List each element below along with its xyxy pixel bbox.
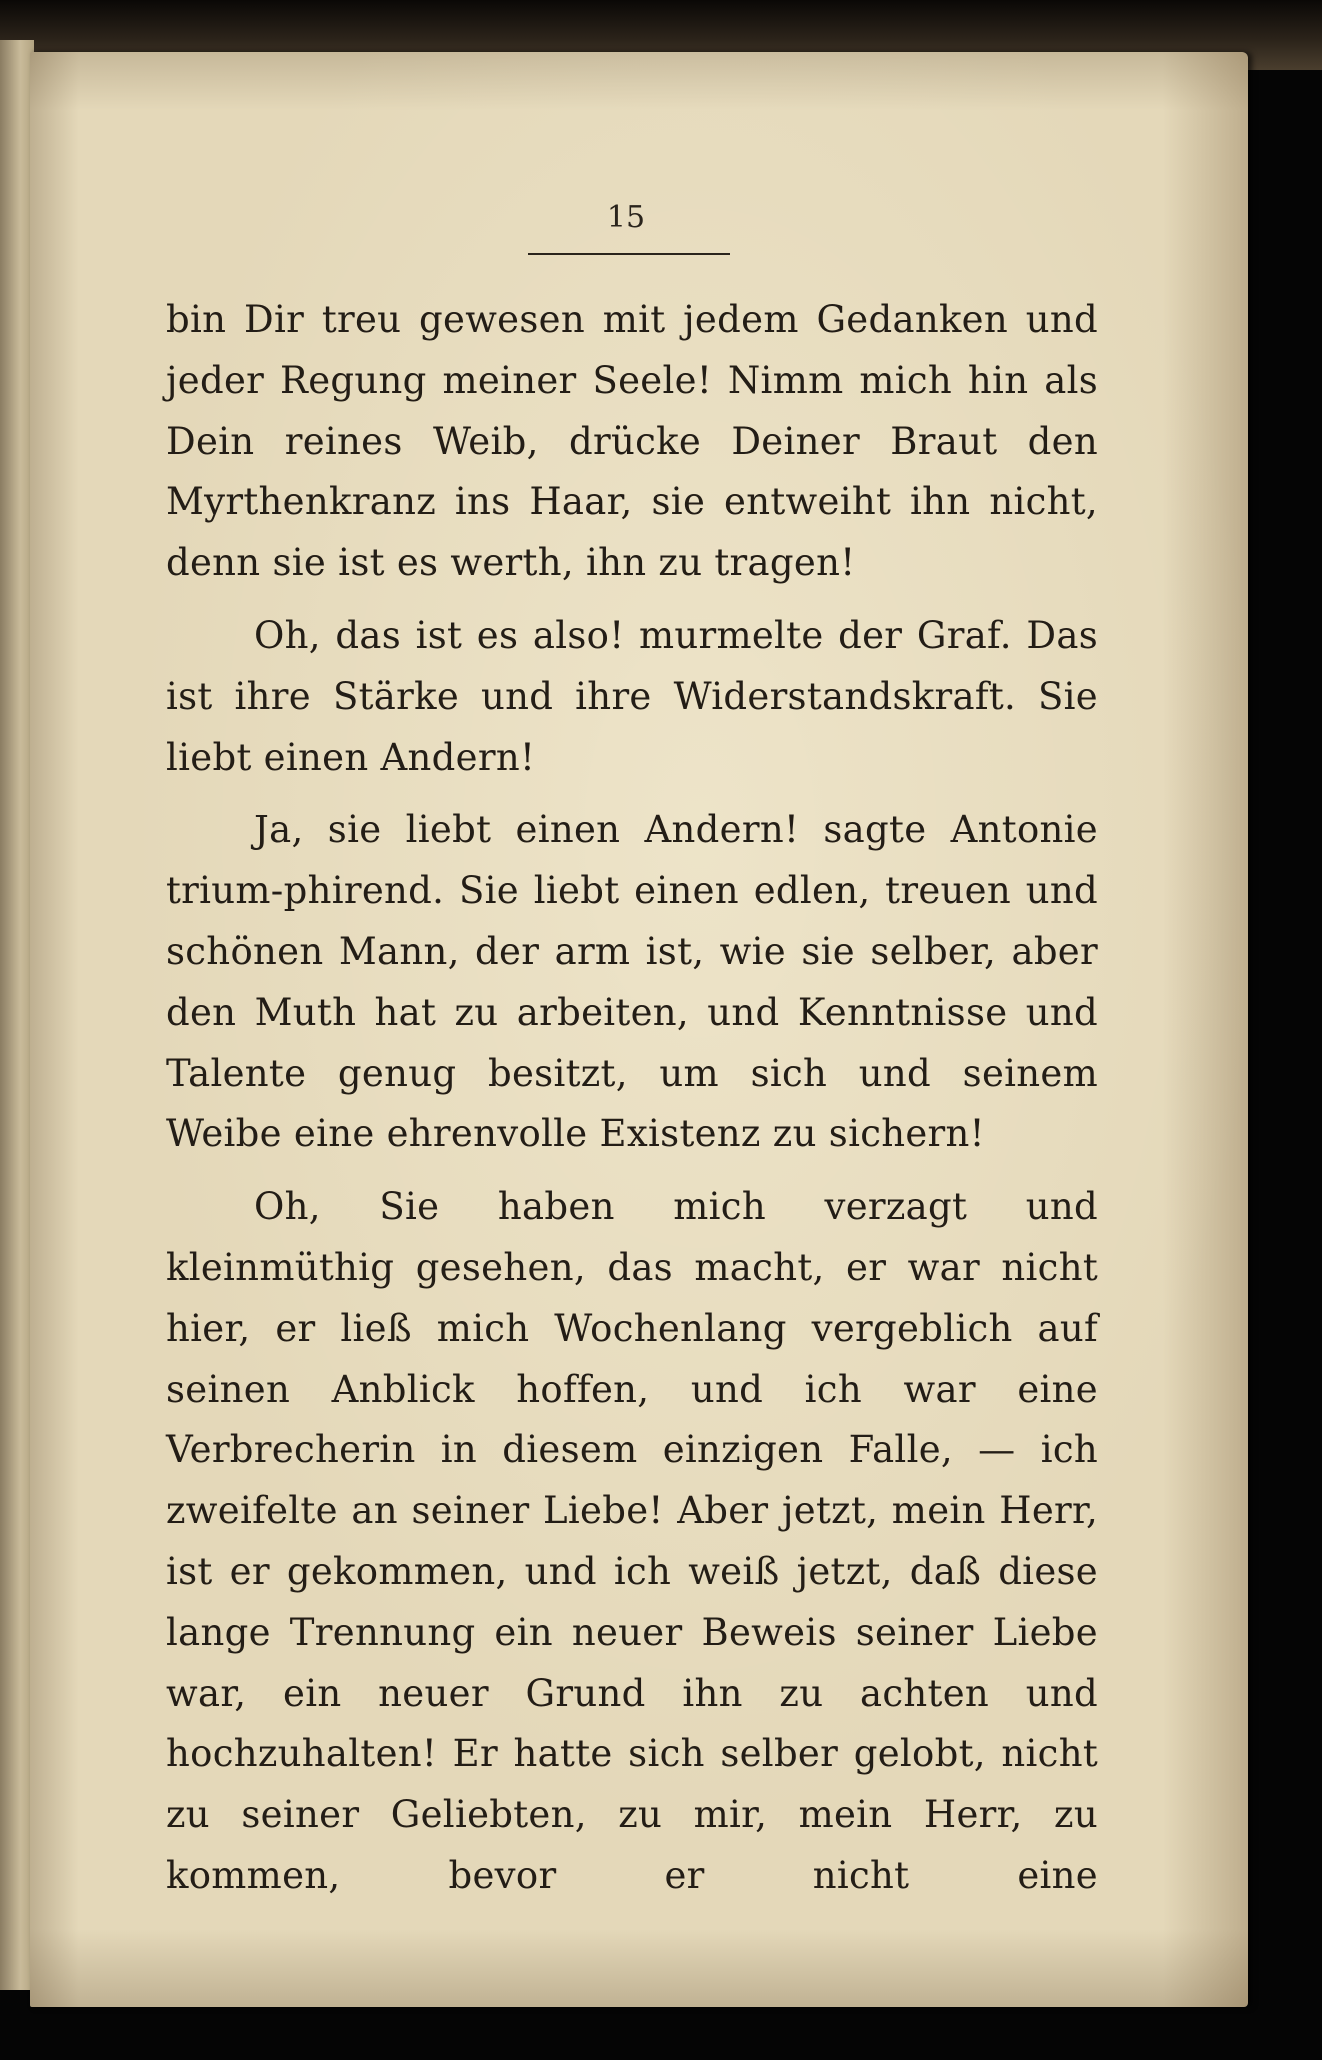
paragraph-3: Ja, sie liebt einen Andern! sagte Antonie trium-phirend. Sie liebt einen edlen, treuen und schönen Mann, der arm ist, wie sie selber, aber den Muth hat zu arbeiten, und Kenntnisse und Talente genug besitzt, um sich und seinem Weibe eine ehrenvolle Existenz zu sichern!	[166, 808, 1098, 1156]
body-text	[166, 290, 1098, 1907]
paragraph-2: Oh, das ist es also! murmelte der Graf. Das ist ihre Stärke und ihre Widerstandskraft. Sie liebt einen Andern!	[166, 613, 1098, 779]
page-number: 15	[606, 200, 646, 235]
paragraph-4: Oh, Sie haben mich verzagt und kleinmüthig gesehen, das macht, er war nicht hier, er ließ mich Wochenlang vergeblich auf seinen Anblick hoffen, und ich war eine Verbrecherin in diesem einzigen Falle, — ich zweifelte an seiner Liebe! Aber jetzt, mein Herr, ist er gekommen, und ich weiß jetzt, daß diese lange Trennung ein neuer Beweis seiner Liebe war, ein neuer Grund ihn zu achten und hochzuhalten! Er hatte sich selber gelobt, nicht zu seiner Geliebten, zu mir, mein Herr, zu kommen, bevor er nicht eine	[166, 1185, 1098, 1897]
paragraph-1: bin Dir treu gewesen mit jedem Gedanken und jeder Regung meiner Seele! Nimm mich hin als Dein reines Weib, drücke Deiner Braut den Myrthenkranz ins Haar, sie entweiht ihn nicht, denn sie ist es werth, ihn zu tragen!	[166, 298, 1098, 585]
facing-page-edge	[0, 40, 34, 1990]
header-rule	[528, 253, 730, 255]
